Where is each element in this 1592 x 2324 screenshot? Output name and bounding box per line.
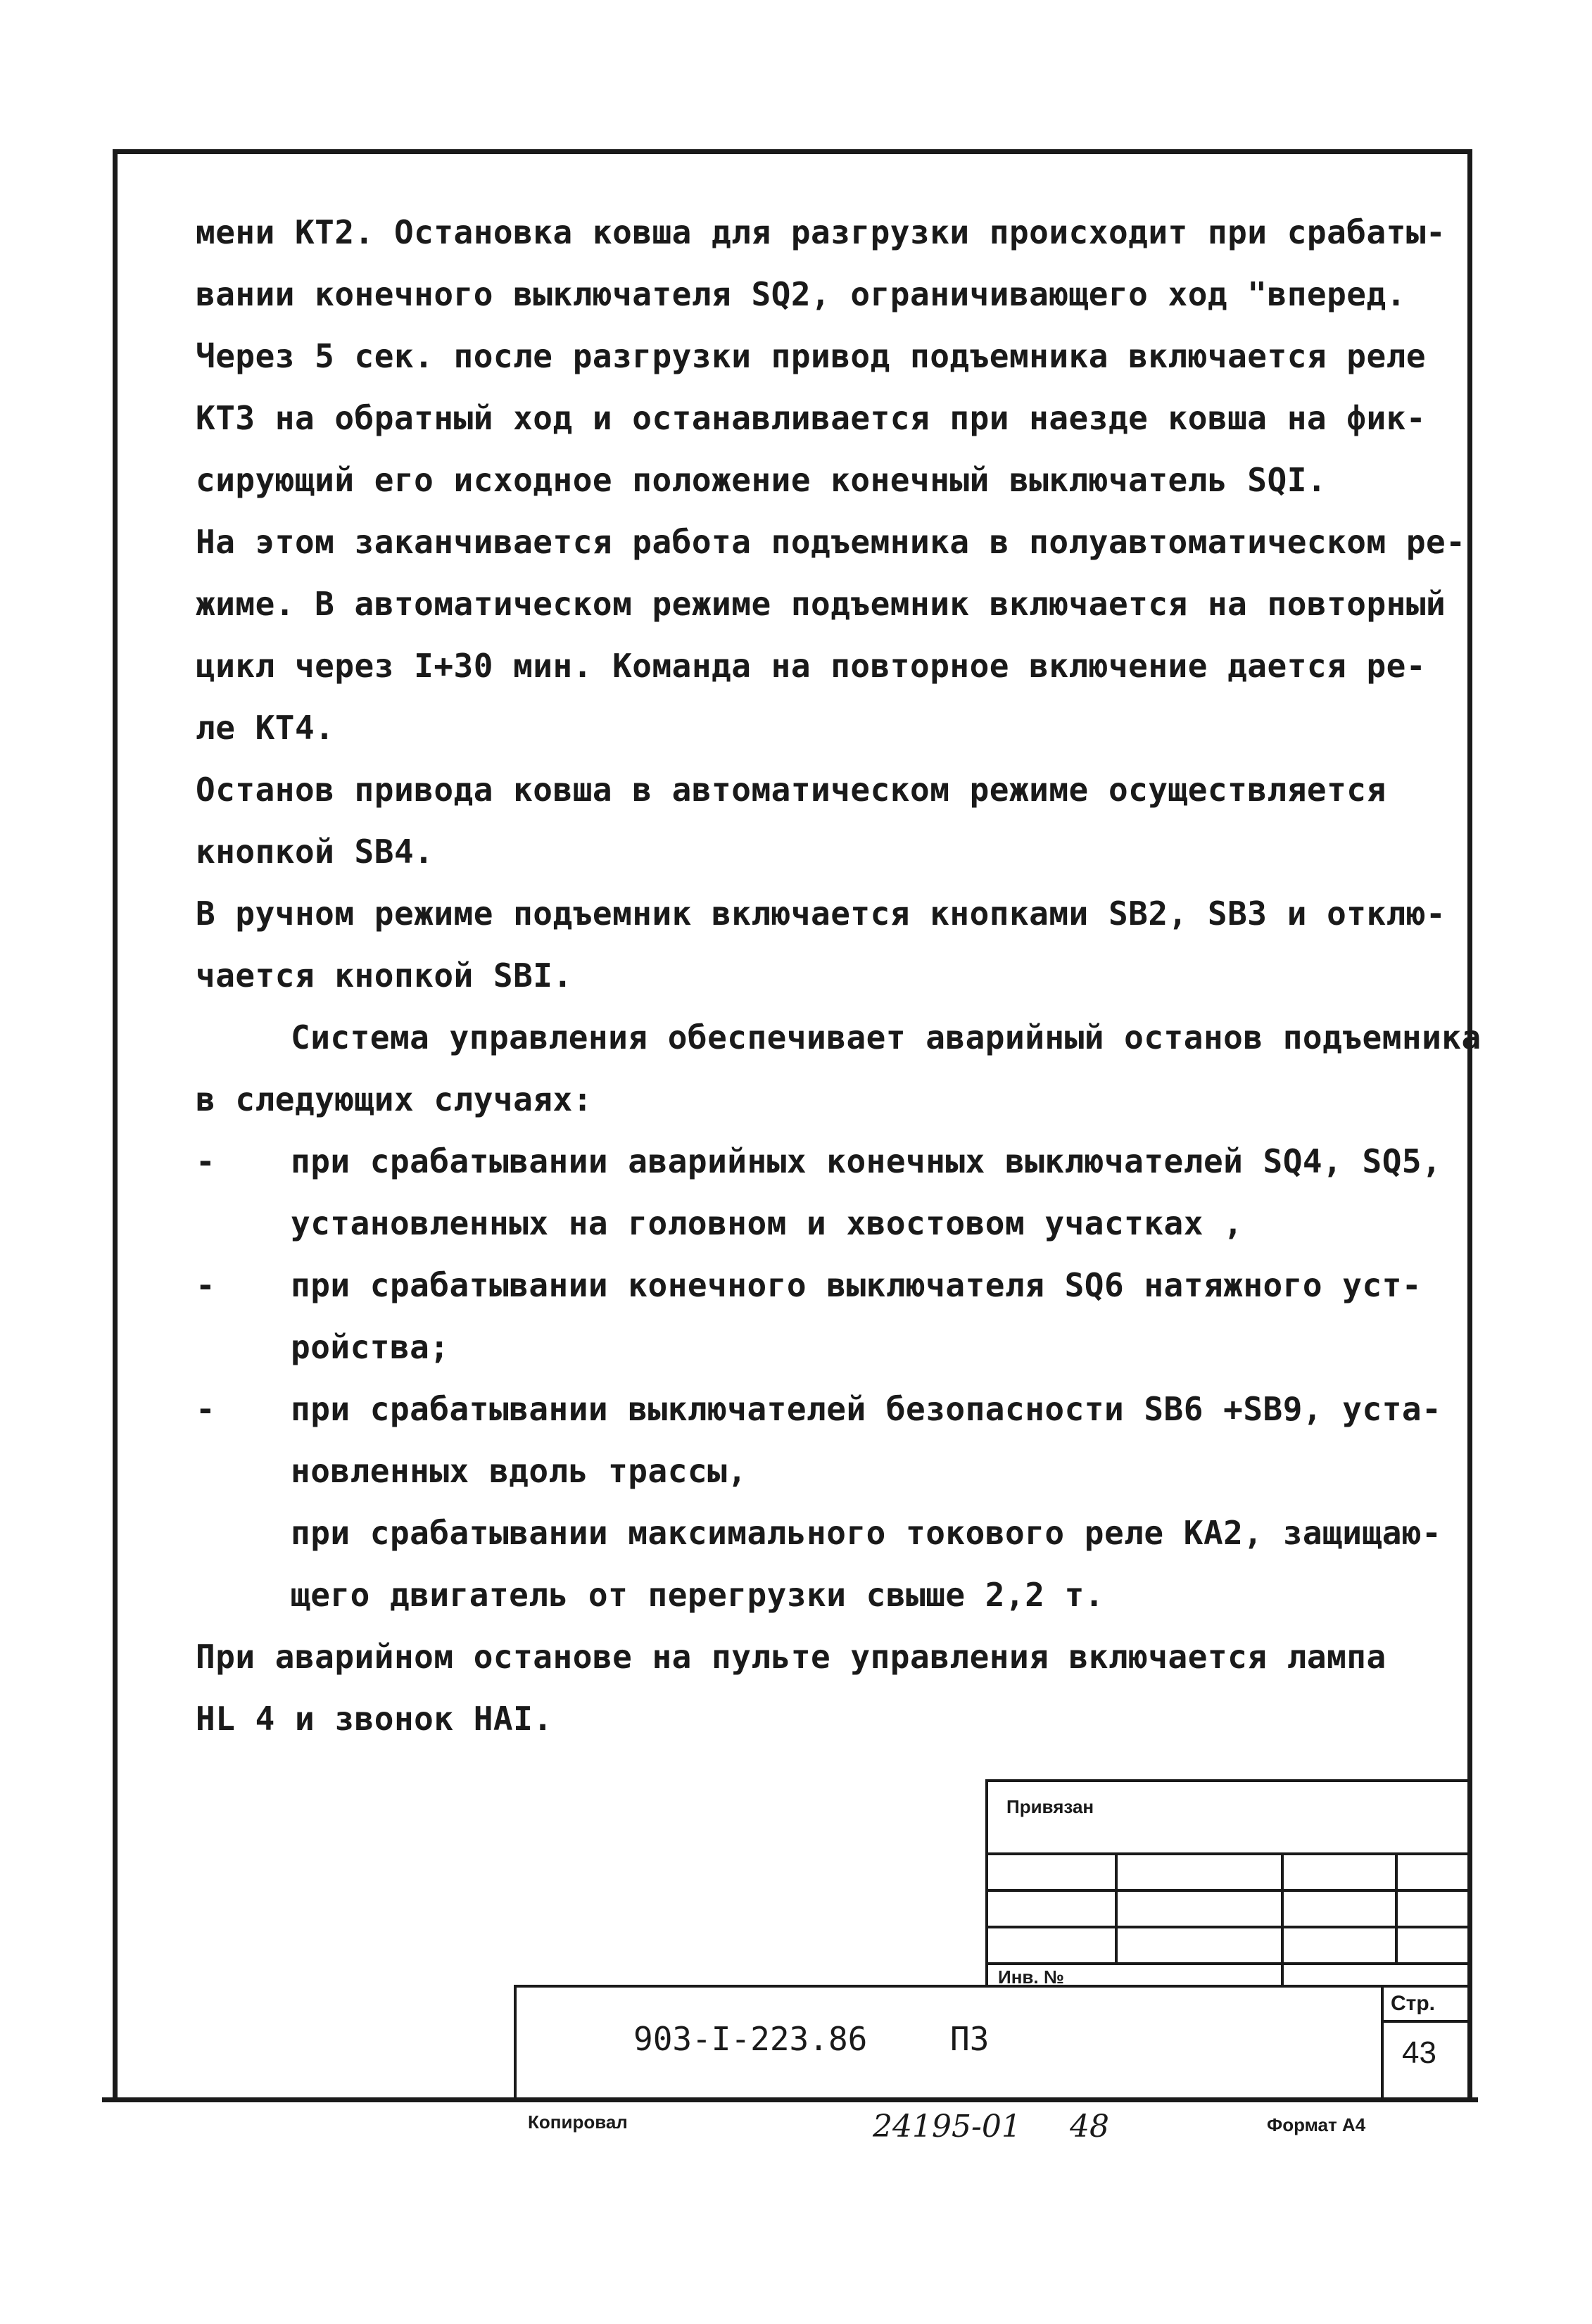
table-rule (1381, 1985, 1384, 2102)
copied-label: Копировал (528, 2111, 628, 2133)
table-rule (1381, 2020, 1472, 2023)
format-label: Формат А4 (1267, 2114, 1366, 2135)
text-line: мени КТ2. Остановка ковша для разгрузки происходит при срабаты- (196, 213, 1446, 251)
privyazan-label: Привязан (1006, 1796, 1094, 1817)
list-item-continuation: ройства; (291, 1328, 450, 1366)
text-line: Через 5 сек. после разгрузки привод подъемника включается реле (196, 337, 1427, 375)
list-dash: - (196, 1390, 215, 1428)
text-line: цикл через I+30 мин. Команда на повторное включение дается ре- (196, 647, 1427, 685)
text-line: жиме. В автоматическом режиме подъемник включается на повторный (196, 585, 1446, 623)
inv-label: Инв. № (998, 1966, 1064, 1988)
doc-type: ПЗ (950, 2020, 990, 2058)
list-item-continuation: щего двигатель от перегрузки свыше 2,2 т. (291, 1576, 1104, 1614)
list-item: при срабатывании выключателей безопасности SB6 +SB9, уста- (291, 1390, 1442, 1428)
text-line: Система управления обеспечивает аварийный останов подъемника (291, 1018, 1482, 1056)
text-line: HL 4 и звонок HAI. (196, 1700, 553, 1738)
list-dash: - (196, 1142, 215, 1180)
doc-code: 903-I-223.86 (633, 2020, 868, 2058)
text-line: В ручном режиме подъемник включается кнопками SB2, SB3 и отклю- (196, 895, 1446, 933)
handwritten-page: 48 (1070, 2109, 1109, 2145)
table-rule (1395, 1852, 1398, 1962)
table-rule (985, 1926, 1472, 1928)
handwritten-number: 24195-01 (873, 2109, 1021, 2145)
page-number: 43 (1402, 2035, 1436, 2070)
text-line: ле КТ4. (196, 709, 335, 747)
list-item: при срабатывании конечного выключателя SQ6 натяжного уст- (291, 1266, 1422, 1304)
page-label: Стр. (1391, 1992, 1436, 2015)
text-line: Останов привода ковша в автоматическом режиме осуществляется (196, 771, 1386, 809)
text-line: При аварийном останове на пульте управления включается лампа (196, 1638, 1386, 1676)
table-rule (1115, 1852, 1118, 1962)
text-line: чается кнопкой SBI. (196, 956, 573, 994)
table-rule (1281, 1852, 1284, 1988)
table-rule (985, 1889, 1472, 1892)
table-rule (985, 1852, 1472, 1855)
list-item: при срабатывании аварийных конечных выключателей SQ4, SQ5, (291, 1142, 1442, 1180)
text-line: в следующих случаях: (196, 1080, 593, 1118)
text-line: На этом заканчивается работа подъемника в полуавтоматическом ре- (196, 523, 1466, 561)
table-rule (985, 1962, 1472, 1965)
text-line: сирующий его исходное положение конечный выключатель SQI. (196, 461, 1327, 499)
list-dash: - (196, 1266, 215, 1304)
text-line: кнопкой SB4. (196, 833, 434, 871)
text-line: КТЗ на обратный ход и останавливается при наезде ковша на фик- (196, 399, 1427, 437)
text-line: вании конечного выключателя SQ2, ограничивающего ход "вперед. (196, 275, 1406, 313)
list-item-continuation: установленных на головном и хвостовом участках , (291, 1204, 1244, 1242)
list-item: при срабатывании максимального токового реле КА2, защищаю- (291, 1514, 1442, 1552)
list-item-continuation: новленных вдоль трассы, (291, 1452, 747, 1490)
